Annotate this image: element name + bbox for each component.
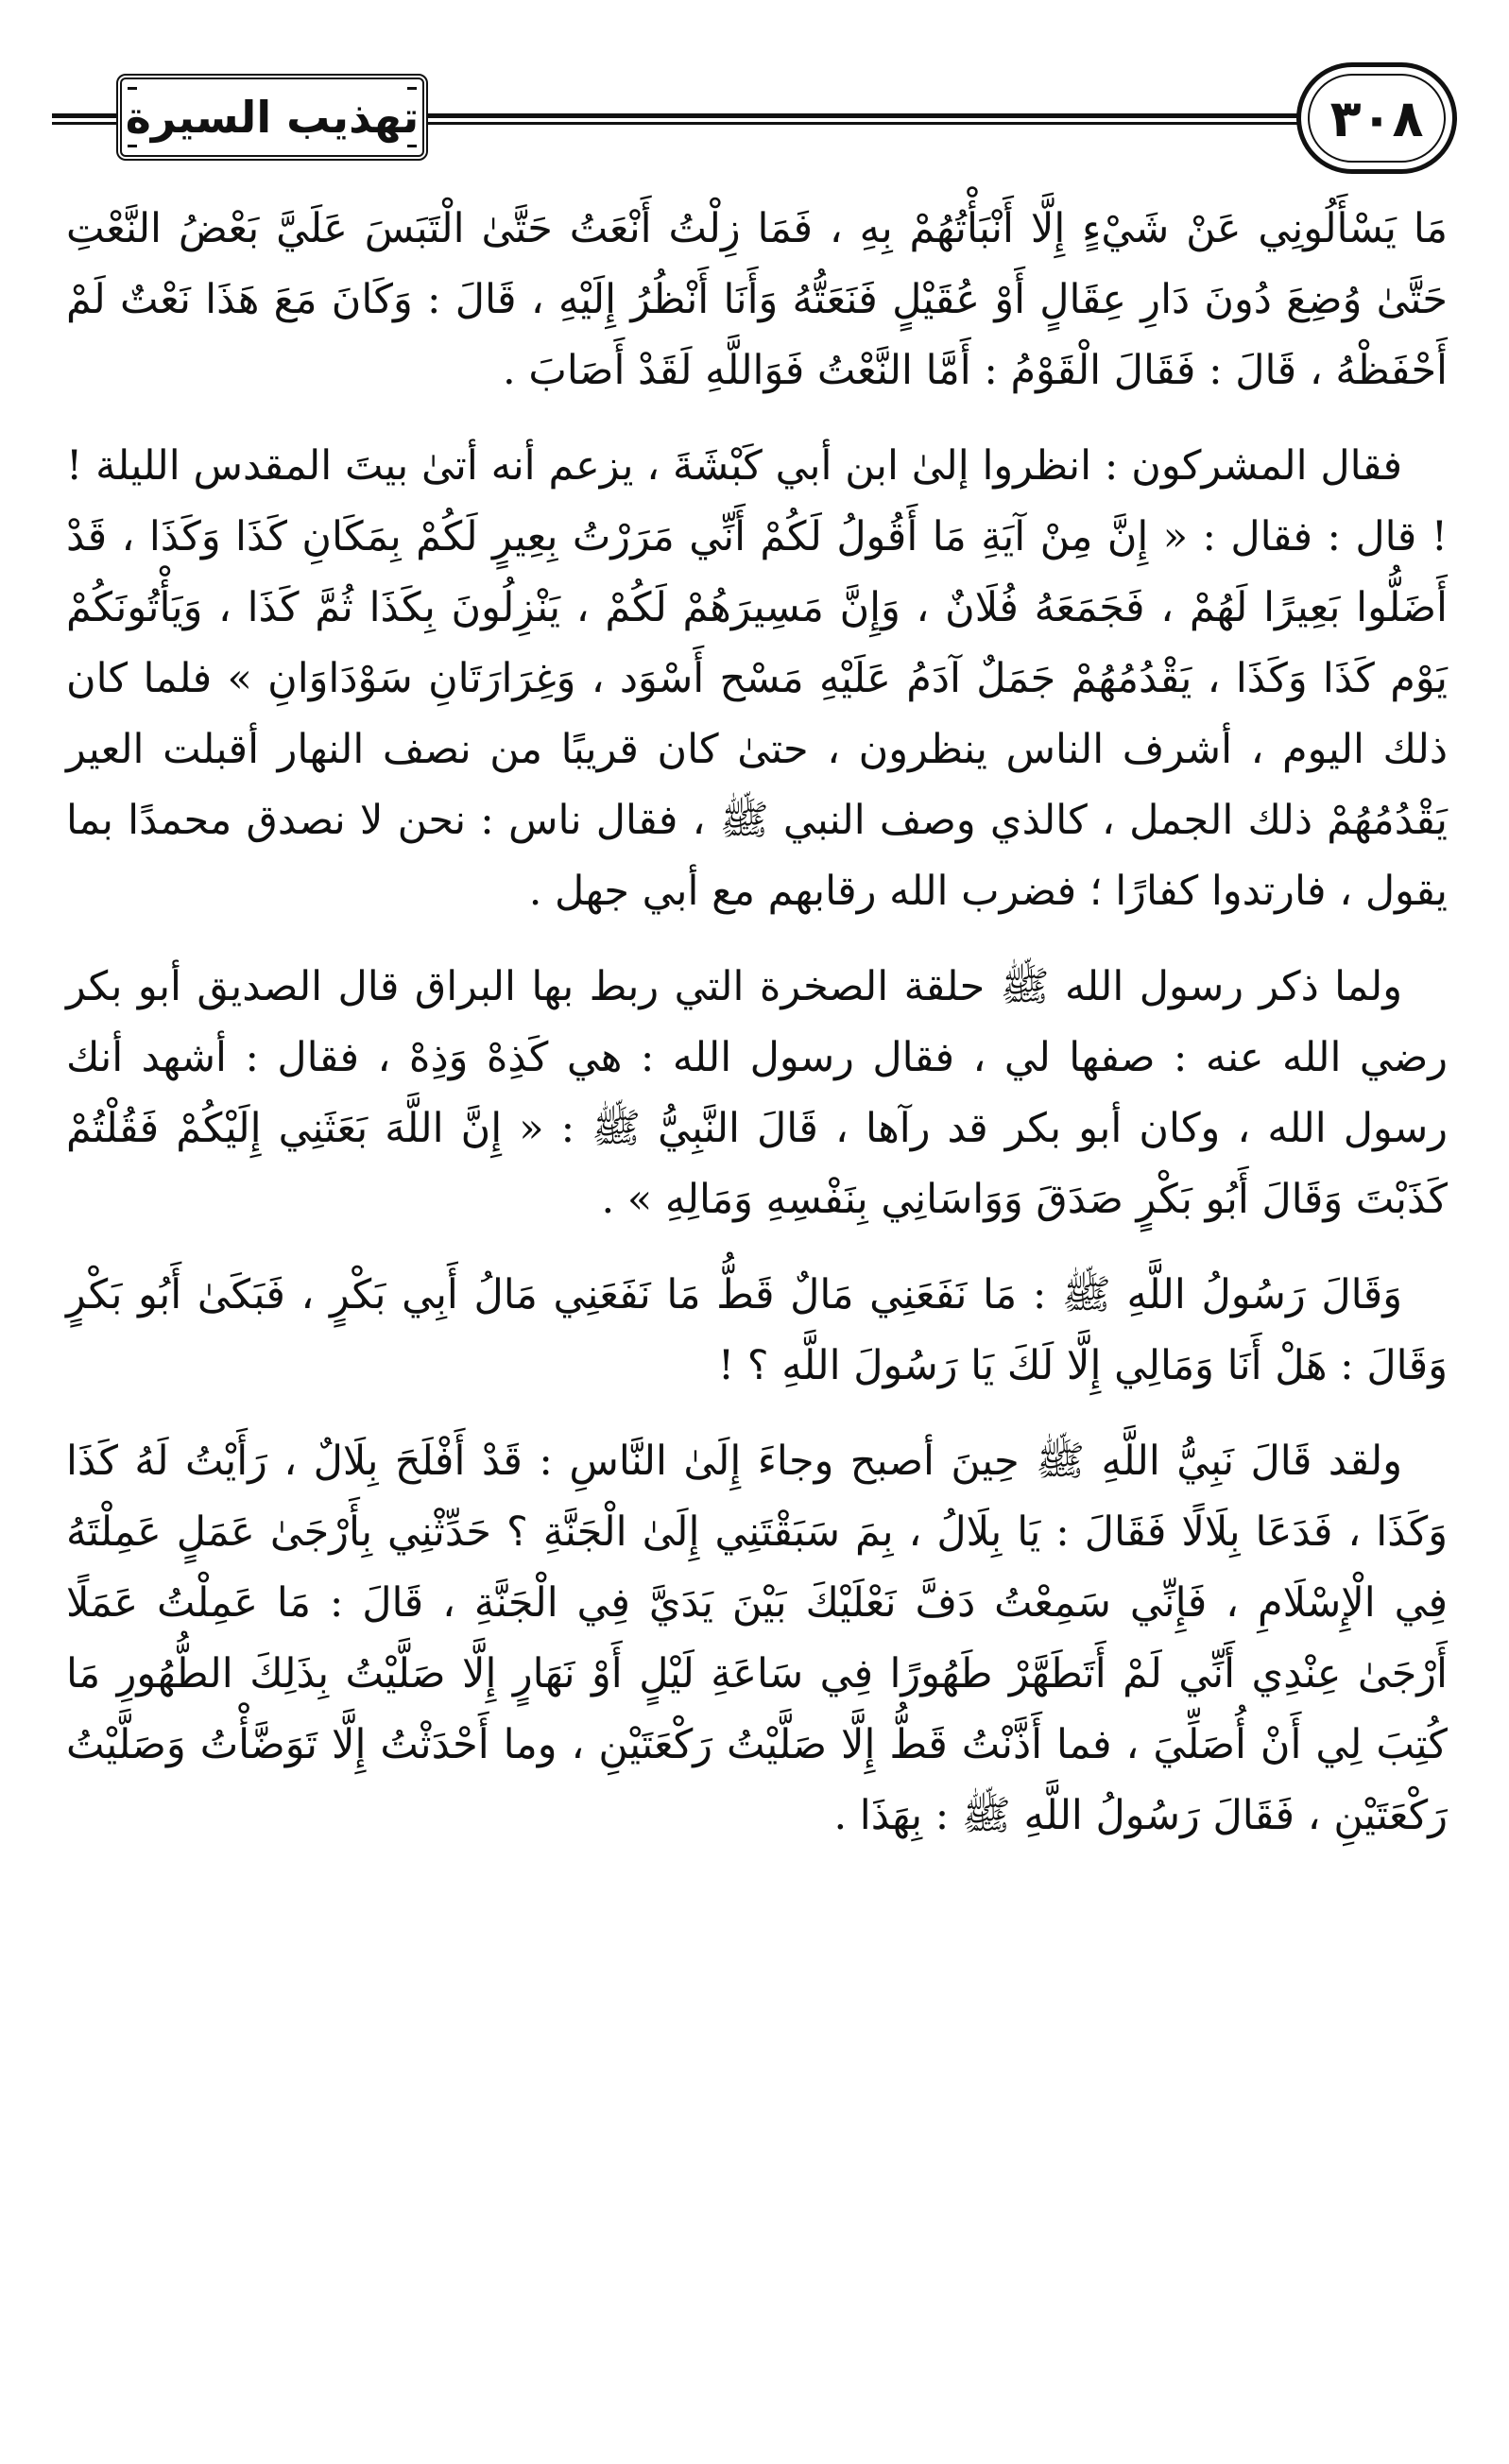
paragraph: مَا يَسْأَلُونِي عَنْ شَيْءٍ إِلَّا أَنْبَأْتُهُمْ بِهِ ، فَمَا زِلْتُ أَنْعَتُ حَتَّىٰ الْتَبَسَ عَلَيَّ بَعْضُ النَّعْتِ حَتَّىٰ وُضِعَ دُونَ دَارِ عِقَالٍ أَوْ عُقَيْلٍ فَنَعَتُّهُ وَأَنَا أَنْظُرُ إِلَيْهِ ، قَالَ : وَكَانَ مَعَ هَذَا نَعْتٌ لَمْ أَحْفَظْهُ ، قَالَ : فَقَالَ الْقَوْمُ : أَمَّا النَّعْتُ فَوَاللَّهِ لَقَدْ أَصَابَ . bbox=[66, 205, 1448, 394]
paragraph: ولما ذكر رسول الله ﷺ حلقة الصخرة التي ربط بها البراق قال الصديق أبو بكر رضي الله عنه : صفها لي ، فقال رسول الله : هي كَذِهْ وَذِهْ ، فقال : أشهد أنك رسول الله ، وكان أبو بكر قد رآها ، قَالَ النَّبِيُّ ﷺ : « إِنَّ اللَّهَ بَعَثَنِي إِلَيْكُمْ فَقُلْتُمْ كَذَبْتَ وَقَالَ أَبُو بَكْرٍ صَدَقَ وَوَاسَانِي بِنَفْسِهِ وَمَالِهِ » . bbox=[66, 963, 1448, 1223]
paragraph: فقال المشركون : انظروا إلىٰ ابن أبي كَبْشَةَ ، يزعم أنه أتىٰ بيتَ المقدس الليلة ! ! قال : فقال : « إِنَّ مِنْ آيَةِ مَا أَقُولُ لَكُمْ أَنِّي مَرَرْتُ بِعِيرٍ لَكُمْ بِمَكَانِ كَذَا وَكَذَا ، قَدْ أَضَلُّوا بَعِيرًا لَهُمْ ، فَجَمَعَهُ فُلَانٌ ، وَإِنَّ مَسِيرَهُمْ لَكُمْ ، يَنْزِلُونَ بِكَذَا ثُمَّ كَذَا ، وَيَأْتُونَكُمْ يَوْم كَذَا وَكَذَا ، يَقْدُمُهُمْ جَمَلٌ آدَمُ عَلَيْهِ مَسْح أَسْوَد ، وَغِرَارَتَانِ سَوْدَاوَانِ » فلما كان ذلك اليوم ، أشرف الناس ينظرون ، حتىٰ كان قريبًا من نصف النهار أقبلت العير يَقْدُمُهُمْ ذلك الجمل ، كالذي وصف النبي ﷺ ، فقال ناس : نحن لا نصدق محمدًا بما يقول ، فارتدوا كفارًا ؛ فضرب الله رقابهم مع أبي جهل . bbox=[66, 442, 1448, 915]
page-number: ٣٠٨ bbox=[1329, 88, 1424, 148]
page-body bbox=[66, 194, 1448, 1876]
page-header bbox=[52, 57, 1457, 189]
book-title: تهذيب السيرة bbox=[125, 92, 420, 143]
header-rule-middle bbox=[425, 113, 1299, 125]
book-title-frame bbox=[116, 74, 428, 161]
paragraph: وَقَالَ رَسُولُ اللَّهِ ﷺ : مَا نَفَعَنِي مَالٌ قَطُّ مَا نَفَعَنِي مَالُ أَبِي بَكْرٍ ، فَبَكَىٰ أَبُو بَكْرٍ وَقَالَ : هَلْ أَنَا وَمَالِي إِلَّا لَكَ يَا رَسُولَ اللَّهِ ؟ ! bbox=[66, 1271, 1448, 1389]
paragraph: ولقد قَالَ نَبِيُّ اللَّهِ ﷺ حِينَ أصبح وجاءَ إِلَىٰ النَّاسِ : قَدْ أَفْلَحَ بِلَالٌ ، رَأَيْتُ لَهُ كَذَا وَكَذَا ، فَدَعَا بِلَالًا فَقَالَ : يَا بِلَالُ ، بِمَ سَبَقْتَنِي إِلَىٰ الْجَنَّةِ ؟ حَدِّثْنِي بِأَرْجَىٰ عَمَلٍ عَمِلْتَهُ فِي الْإِسْلَامِ ، فَإِنِّي سَمِعْتُ دَفَّ نَعْلَيْكَ بَيْنَ يَدَيَّ فِي الْجَنَّةِ ، قَالَ : مَا عَمِلْتُ عَمَلًا أَرْجَىٰ عِنْدِي أَنِّي لَمْ أَتَطَهَّرْ طَهُورًا فِي سَاعَةِ لَيْلٍ أَوْ نَهَارٍ إِلَّا صَلَّيْتُ بِذَلِكَ الطُّهُورِ مَا كُتِبَ لِي أَنْ أُصَلِّيَ ، فما أَذَّنْتُ قَطُّ إِلَّا صَلَّيْتُ رَكْعَتَيْنِ ، وما أَحْدَثْتُ إِلَّا تَوَضَّأْتُ وَصَلَّيْتُ رَكْعَتَيْنِ ، فَقَالَ رَسُولُ اللَّهِ ﷺ : بِهَذَا . bbox=[66, 1438, 1448, 1839]
page-number-frame bbox=[1296, 62, 1457, 174]
header-rule-left bbox=[52, 113, 118, 125]
